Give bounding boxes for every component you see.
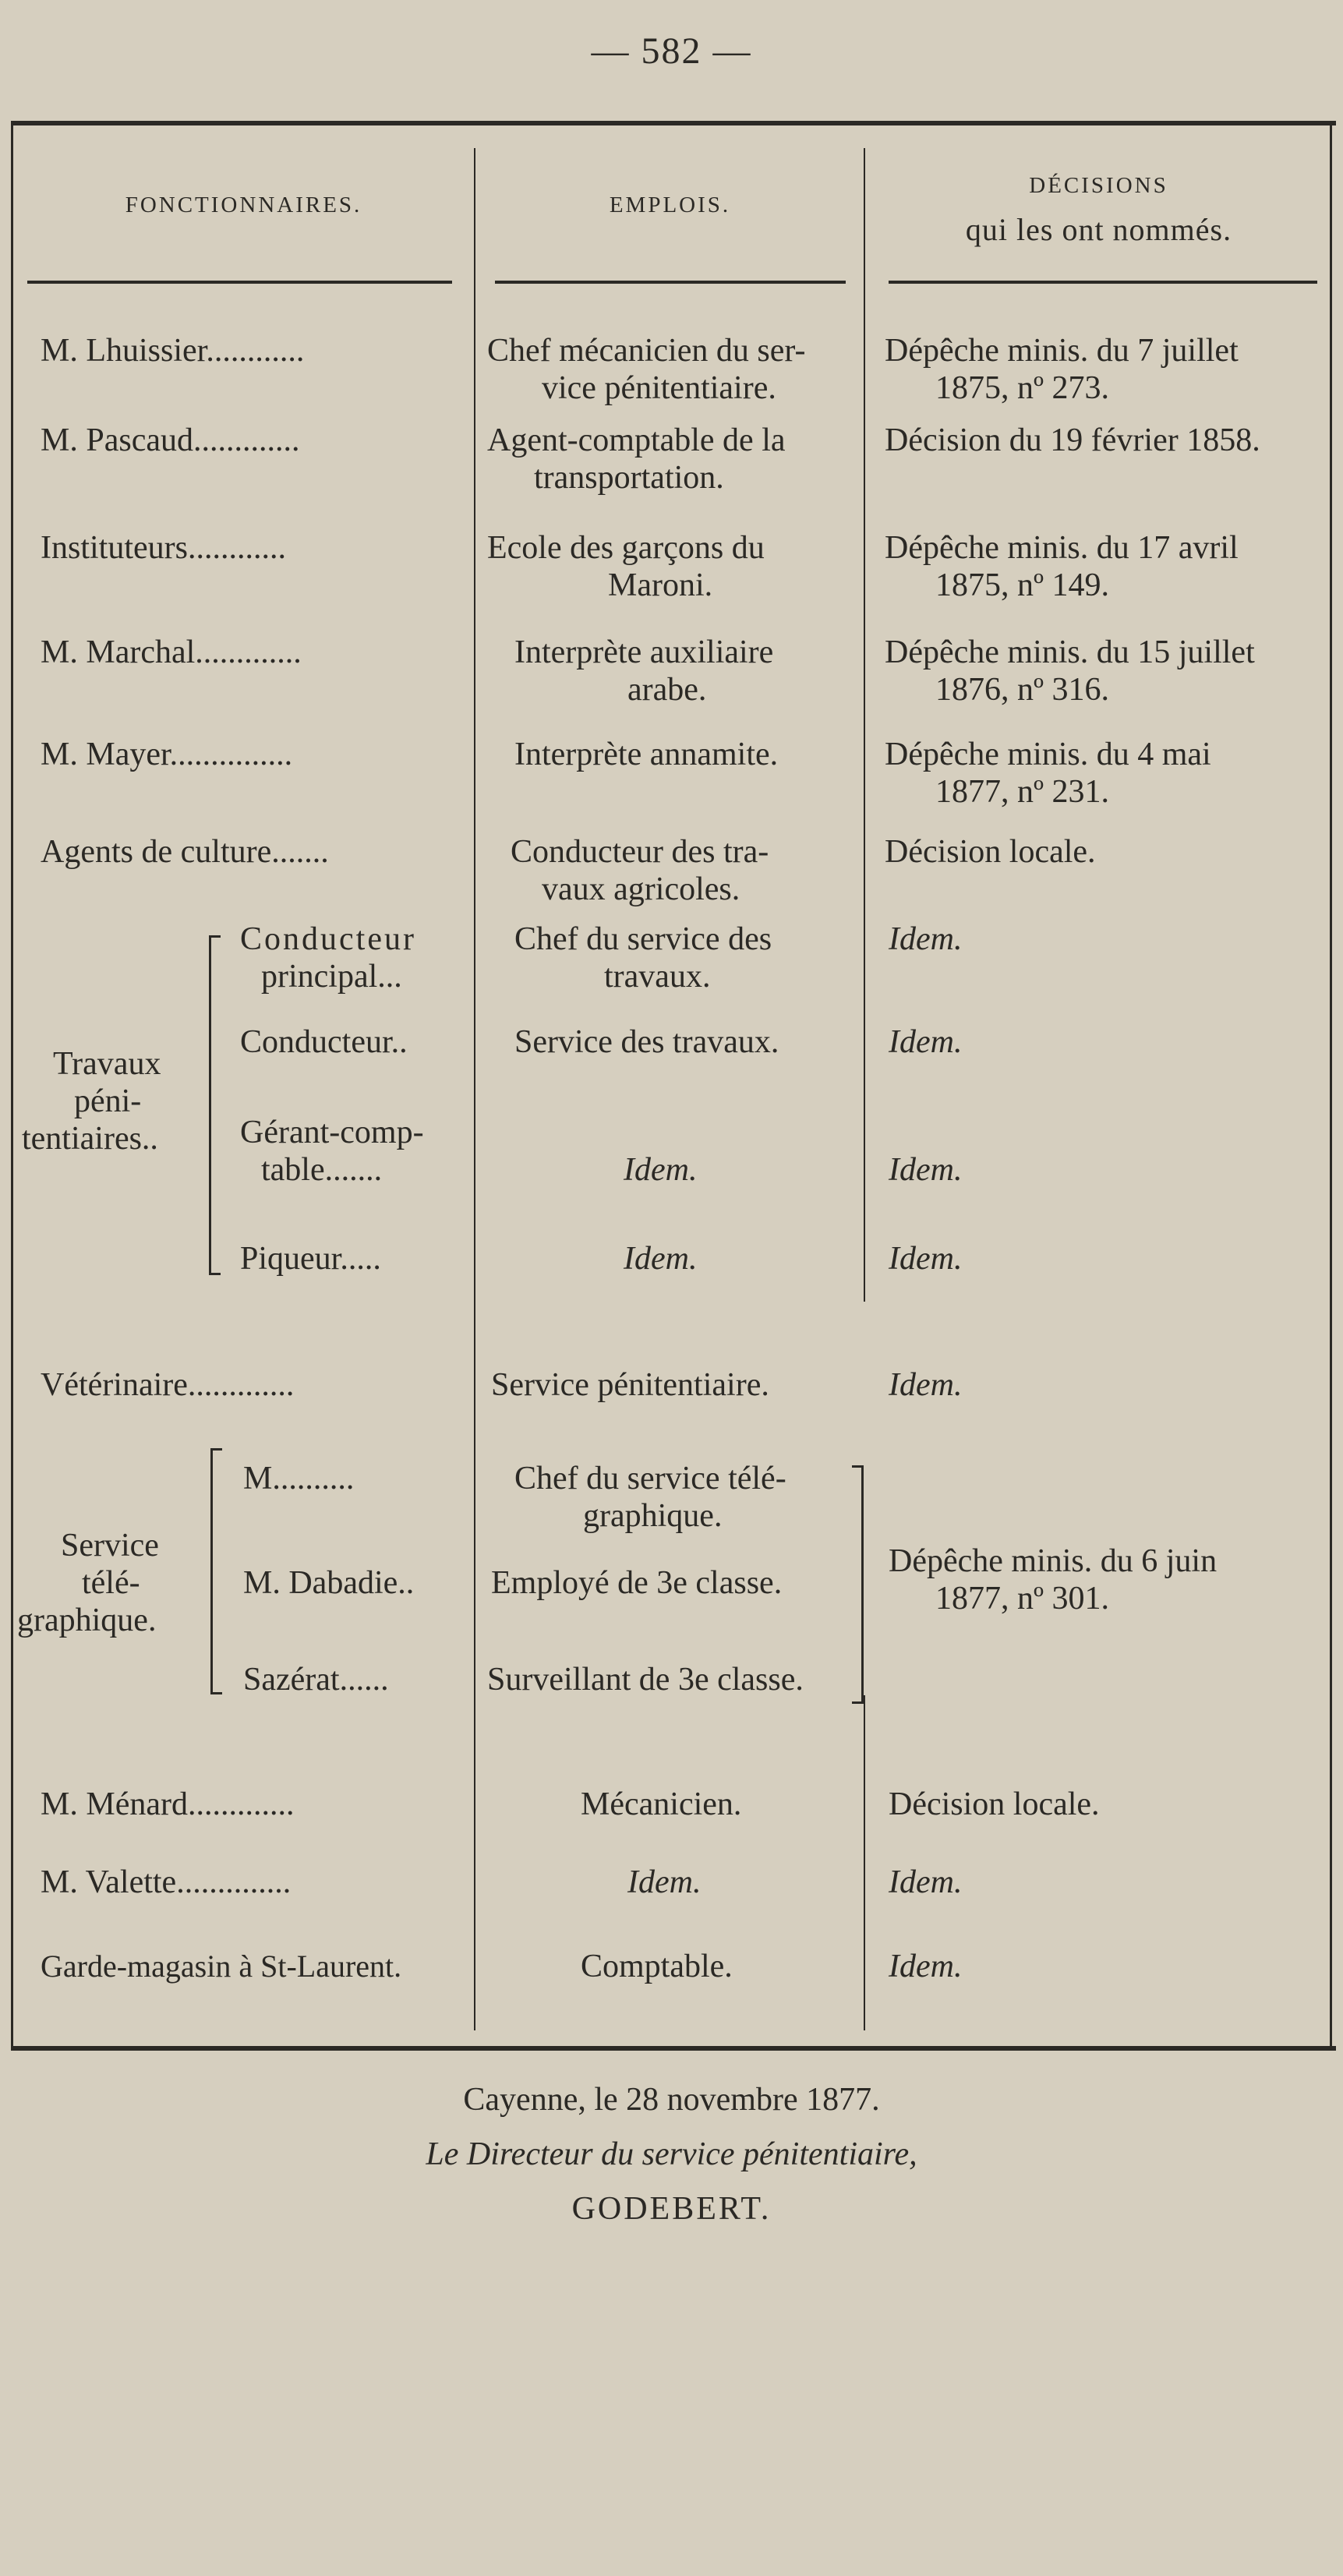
decision-cell: Idem. [889, 1949, 963, 1984]
decision-brace [852, 1465, 864, 1704]
emploi-cell-cont: Maroni. [608, 567, 713, 603]
decision-cell: Dépêche minis. du 4 mai [885, 737, 1211, 772]
decision-cell: Décision locale. [885, 834, 1096, 870]
table-bottom-rule [11, 2046, 1336, 2051]
emploi-cell: Chef mécanicien du ser- [487, 333, 806, 369]
decision-cell: Idem. [889, 1864, 963, 1900]
emploi-cell: Agent-comptable de la [487, 422, 786, 458]
footer-signatory-title: Le Directeur du service pénitentiaire, [426, 2136, 917, 2172]
emploi-cell: Service des travaux. [514, 1024, 779, 1060]
decision-cell-cont: 1876, nº 316. [935, 672, 1110, 708]
header-decisions-bottom: qui les ont nommés. [965, 212, 1232, 247]
emploi-cell: Surveillant de 3e classe. [487, 1662, 804, 1698]
emploi-cell: Idem. [624, 1241, 698, 1277]
fonctionnaire-cell: M. Valette.............. [41, 1864, 292, 1900]
emploi-cell-cont: travaux. [604, 959, 711, 995]
emploi-cell-cont: transportation. [534, 460, 724, 496]
emploi-cell-cont: vice pénitentiaire. [542, 370, 776, 406]
table-right-rule [1330, 121, 1332, 2051]
emploi-cell: Idem. [624, 1152, 698, 1188]
fonctionnaire-cell: Garde-magasin à St-Laurent. [41, 1949, 402, 1984]
header-rule-2 [495, 281, 846, 284]
telegraph-item-m: M.......... [243, 1461, 355, 1496]
travaux-item-conducteur: Conducteur.. [240, 1024, 408, 1060]
header-rule-1 [27, 281, 452, 284]
fonctionnaire-cell: M. Pascaud............. [41, 422, 300, 458]
emploi-cell-cont: graphique. [583, 1498, 723, 1534]
fonctionnaire-cell: Vétérinaire............. [41, 1367, 295, 1403]
table-top-rule [11, 121, 1336, 125]
decision-cell-cont: 1875, nº 273. [935, 370, 1110, 406]
table-left-rule [11, 121, 13, 2051]
travaux-item-conducteur-principal: Conducteur [240, 921, 416, 957]
emploi-cell: Idem. [627, 1864, 702, 1900]
decision-cell: Dépêche minis. du 7 juillet [885, 333, 1239, 369]
emploi-cell: Conducteur des tra- [511, 834, 769, 870]
fonctionnaire-cell: M. Marchal............. [41, 634, 302, 670]
decision-cell: Décision locale. [889, 1786, 1100, 1822]
group-label-line-1: Service [61, 1528, 159, 1564]
decision-cell: Idem. [889, 1152, 963, 1188]
group-brace [210, 1448, 222, 1694]
header-fonctionnaires: FONCTIONNAIRES. [125, 193, 362, 217]
header-decisions-top: DÉCISIONS [1029, 173, 1168, 198]
telegraph-item-dabadie: M. Dabadie.. [243, 1565, 415, 1601]
emploi-cell-cont: arabe. [627, 672, 707, 708]
emploi-cell: Ecole des garçons du [487, 530, 765, 566]
group-brace [209, 935, 221, 1275]
fonctionnaire-cell: M. Lhuissier............ [41, 333, 305, 369]
decision-cell: Idem. [889, 1024, 963, 1060]
decision-cell: Décision du 19 février 1858. [885, 422, 1260, 458]
decision-cell: Idem. [889, 921, 963, 957]
fonctionnaire-cell: Instituteurs............ [41, 530, 286, 566]
fonctionnaire-cell: Agents de culture....... [41, 834, 329, 870]
decision-cell: Dépêche minis. du 15 juillet [885, 634, 1255, 670]
group-label-line-3: tentiaires.. [22, 1121, 158, 1157]
decision-cell-cont: 1877, nº 231. [935, 774, 1110, 810]
emploi-cell: Comptable. [581, 1949, 733, 1984]
header-rule-3 [889, 281, 1317, 284]
decision-cell: Idem. [889, 1241, 963, 1277]
footer-place-date: Cayenne, le 28 novembre 1877. [463, 2082, 880, 2118]
header-emplois: EMPLOIS. [609, 193, 731, 217]
decision-cell-cont: 1877, nº 301. [935, 1581, 1110, 1617]
group-label-line-3: graphique. [17, 1602, 157, 1638]
group-label-line-1: Travaux [53, 1046, 161, 1082]
group-label-line-2: péni- [74, 1083, 142, 1119]
emploi-cell-cont: vaux agricoles. [542, 871, 740, 907]
emploi-cell: Service pénitentiaire. [491, 1367, 769, 1403]
group-label-line-2: télé- [82, 1565, 140, 1601]
emploi-cell: Chef du service télé- [514, 1461, 786, 1496]
travaux-item-gerant-comptable-cont: table....... [261, 1152, 383, 1188]
decision-cell-cont: 1875, nº 149. [935, 567, 1110, 603]
travaux-item-piqueur: Piqueur..... [240, 1241, 381, 1277]
emploi-cell: Chef du service des [514, 921, 772, 957]
decision-cell: Dépêche minis. du 17 avril [885, 530, 1239, 566]
column-divider-2 [864, 148, 865, 1302]
emploi-cell: Interprète annamite. [514, 737, 779, 772]
column-divider-2b [864, 1695, 865, 2030]
decision-cell: Idem. [889, 1367, 963, 1403]
fonctionnaire-cell: M. Ménard............. [41, 1786, 295, 1822]
fonctionnaire-cell: M. Mayer............... [41, 737, 293, 772]
footer-signatory-name: GODEBERT. [571, 2191, 772, 2227]
column-divider-1 [474, 148, 475, 2030]
telegraph-item-sazerat: Sazérat...... [243, 1662, 389, 1698]
emploi-cell: Mécanicien. [581, 1786, 742, 1822]
travaux-item-gerant-comptable: Gérant-comp- [240, 1115, 424, 1150]
emploi-cell: Interprète auxiliaire [514, 634, 774, 670]
travaux-item-conducteur-principal-cont: principal... [261, 959, 402, 995]
decision-cell: Dépêche minis. du 6 juin [889, 1543, 1218, 1579]
emploi-cell: Employé de 3e classe. [491, 1565, 783, 1601]
page-number: — 582 — [591, 30, 752, 72]
